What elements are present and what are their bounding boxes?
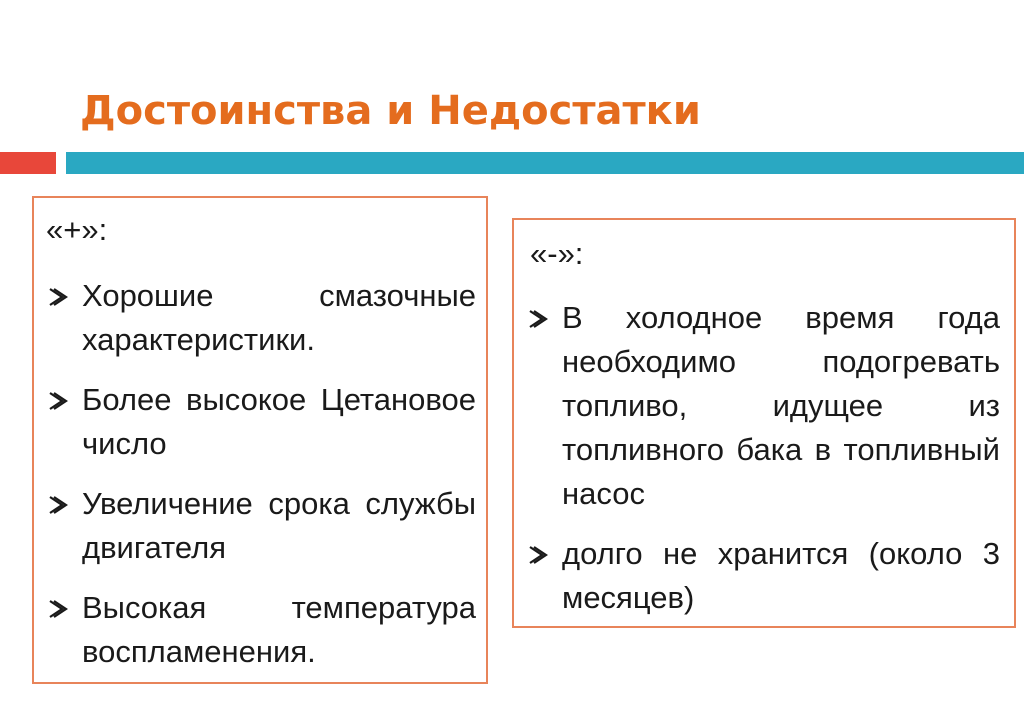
accent-bar-teal	[66, 152, 1024, 174]
list-item-text: Высокая температура воспламенения.	[82, 590, 476, 669]
advantages-panel	[32, 196, 488, 684]
arrow-bullet-icon	[528, 309, 548, 329]
advantages-heading: «+»:	[46, 212, 108, 247]
accent-bar-red	[0, 152, 56, 174]
arrow-bullet-icon	[48, 391, 68, 411]
list-item-text: долго не хранится (около 3 месяцев)	[562, 536, 1000, 615]
list-item-text: Хорошие смазочные характеристики.	[82, 278, 476, 357]
list-item	[82, 482, 476, 570]
list-item	[562, 532, 1000, 620]
arrow-bullet-icon	[48, 287, 68, 307]
list-item-text: Более высокое Цетановое число	[82, 382, 476, 461]
arrow-bullet-icon	[528, 545, 548, 565]
slide-title: Достоинства и Недостатки	[80, 88, 701, 134]
list-item	[562, 296, 1000, 516]
list-item	[82, 378, 476, 466]
list-item-text: В холодное время года необходимо подогревать топливо, идущее из топливного бака в топливный насос	[562, 300, 1000, 511]
accent-bar-gap	[56, 152, 66, 174]
disadvantages-heading: «-»:	[530, 236, 584, 271]
arrow-bullet-icon	[48, 495, 68, 515]
arrow-bullet-icon	[48, 599, 68, 619]
list-item	[82, 586, 476, 674]
list-item-text: Увеличение срока службы двигателя	[82, 486, 476, 565]
list-item	[82, 274, 476, 362]
disadvantages-panel	[512, 218, 1016, 628]
